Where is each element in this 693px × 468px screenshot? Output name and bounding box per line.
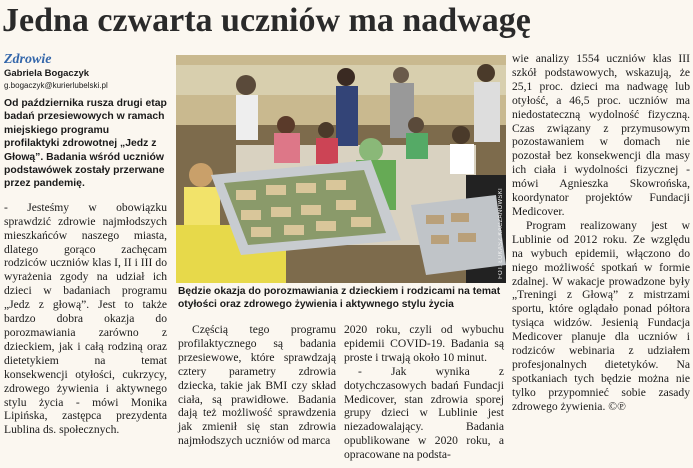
column-1 <box>4 52 167 437</box>
body-paragraph: 2020 roku, czyli od wybuchu epidemii COVID-19. Badania są proste i trwają około 10 minut. <box>344 323 504 364</box>
photo-illustration <box>176 55 506 283</box>
body-paragraph: Częścią tego programu profilaktycznego są badania przesiewowe, które sprawdzają cztery parametry zdrowia dziecka, takie jak BMI czy skład ciała, są prawidłowe. Badania dają też możliwość sprawdzenia jak zmienił się stan zdrowia najmłodszych uczniów od marca <box>178 323 336 448</box>
author-name: Gabriela Bogaczyk <box>4 68 90 79</box>
photo-credit: FOT. ŁUKASZ KACZANOWSKI <box>498 188 504 279</box>
article-photo <box>176 55 506 283</box>
column-3 <box>344 323 504 462</box>
column-4 <box>512 52 690 414</box>
section-label: Zdrowie <box>4 52 52 67</box>
headline: Jedna czwarta uczniów ma nadwagę <box>2 2 531 39</box>
body-text: Program realizowany jest w Lublinie od 2012 roku. Ze względu na wybuch epidemii, włączono do niego możliwość spotkań w formie zdalnej. W wakacje prowadzone były „Treningi z Głową” z mistrzami sportu, które oglądało ponad półtora tysiąca widzów. Jesienią Fundacja Medicover planuje dla uczniów i rodziców webinaria z udziałem profesjonalnych dietetyków. Na spotkaniach tych będzie można nie tylko przypomnieć sobie zasady zdrowego żywienia. <box>512 218 690 413</box>
photo-caption: Będzie okazja do porozmawiania z dzieckiem i rodzicami na temat otyłości oraz zdrowego żywienia i aktywnego stylu życia <box>178 286 501 310</box>
body-paragraph <box>512 219 690 414</box>
column-2 <box>178 323 336 448</box>
body-paragraph: wie analizy 1554 uczniów klas III szkół podstawowych, wskazują, że 25,1 proc. dzieci ma nadwagę lub otyłość, a 46,5 proc. uczniów ma niedostateczną wydolność fizyczną. Czas związany z przymusowym pozostawaniem w domach nie pozostał bez konsekwencji dla masy ich ciała i wydolności fizycznej - mówi Agnieszka Skowrońska, koordynator projektów Fundacji Medicover. <box>512 52 690 218</box>
author-email[interactable]: g.bogaczyk@kurierlubelski.pl <box>4 81 108 90</box>
author-signature: ©℗ <box>608 399 626 413</box>
body-paragraph: - Jak wynika z dotychczasowych badań Fundacji Medicover, stan zdrowia sporej grupy dzieci w Lublinie jest niezadowalający. Badania opublikowane w 2020 roku, a opracowane na podsta- <box>344 364 504 462</box>
lead-paragraph: Od października rusza drugi etap badań przesiewowych w ramach miejskiego programu profilaktyki zdrowotnej „Jedz z Głową”. Badania wśród uczniów podstawówek zostały przerwane przez pandemię. <box>4 98 167 190</box>
body-paragraph: - Jesteśmy w obowiązku sprawdzić zdrowie najmłodszych mieszkańców naszego miasta, dlatego gorąco zachęcam rodziców uczniów klas I, II i III do wyrażenia zgody na udział ich dzieci w badaniach programu „Jedz z głową”. Jest to także bardzo dobra okazja do porozmawiania zarówno z dzieckiem, jak i całą rodziną oraz dietetykiem na temat konsekwencji otyłości, cukrzycy, zdrowego żywienia i aktywnego stylu życia - mówi Monika Lipińska, zastępca prezydenta Lublina ds. społecznych. <box>4 200 167 437</box>
